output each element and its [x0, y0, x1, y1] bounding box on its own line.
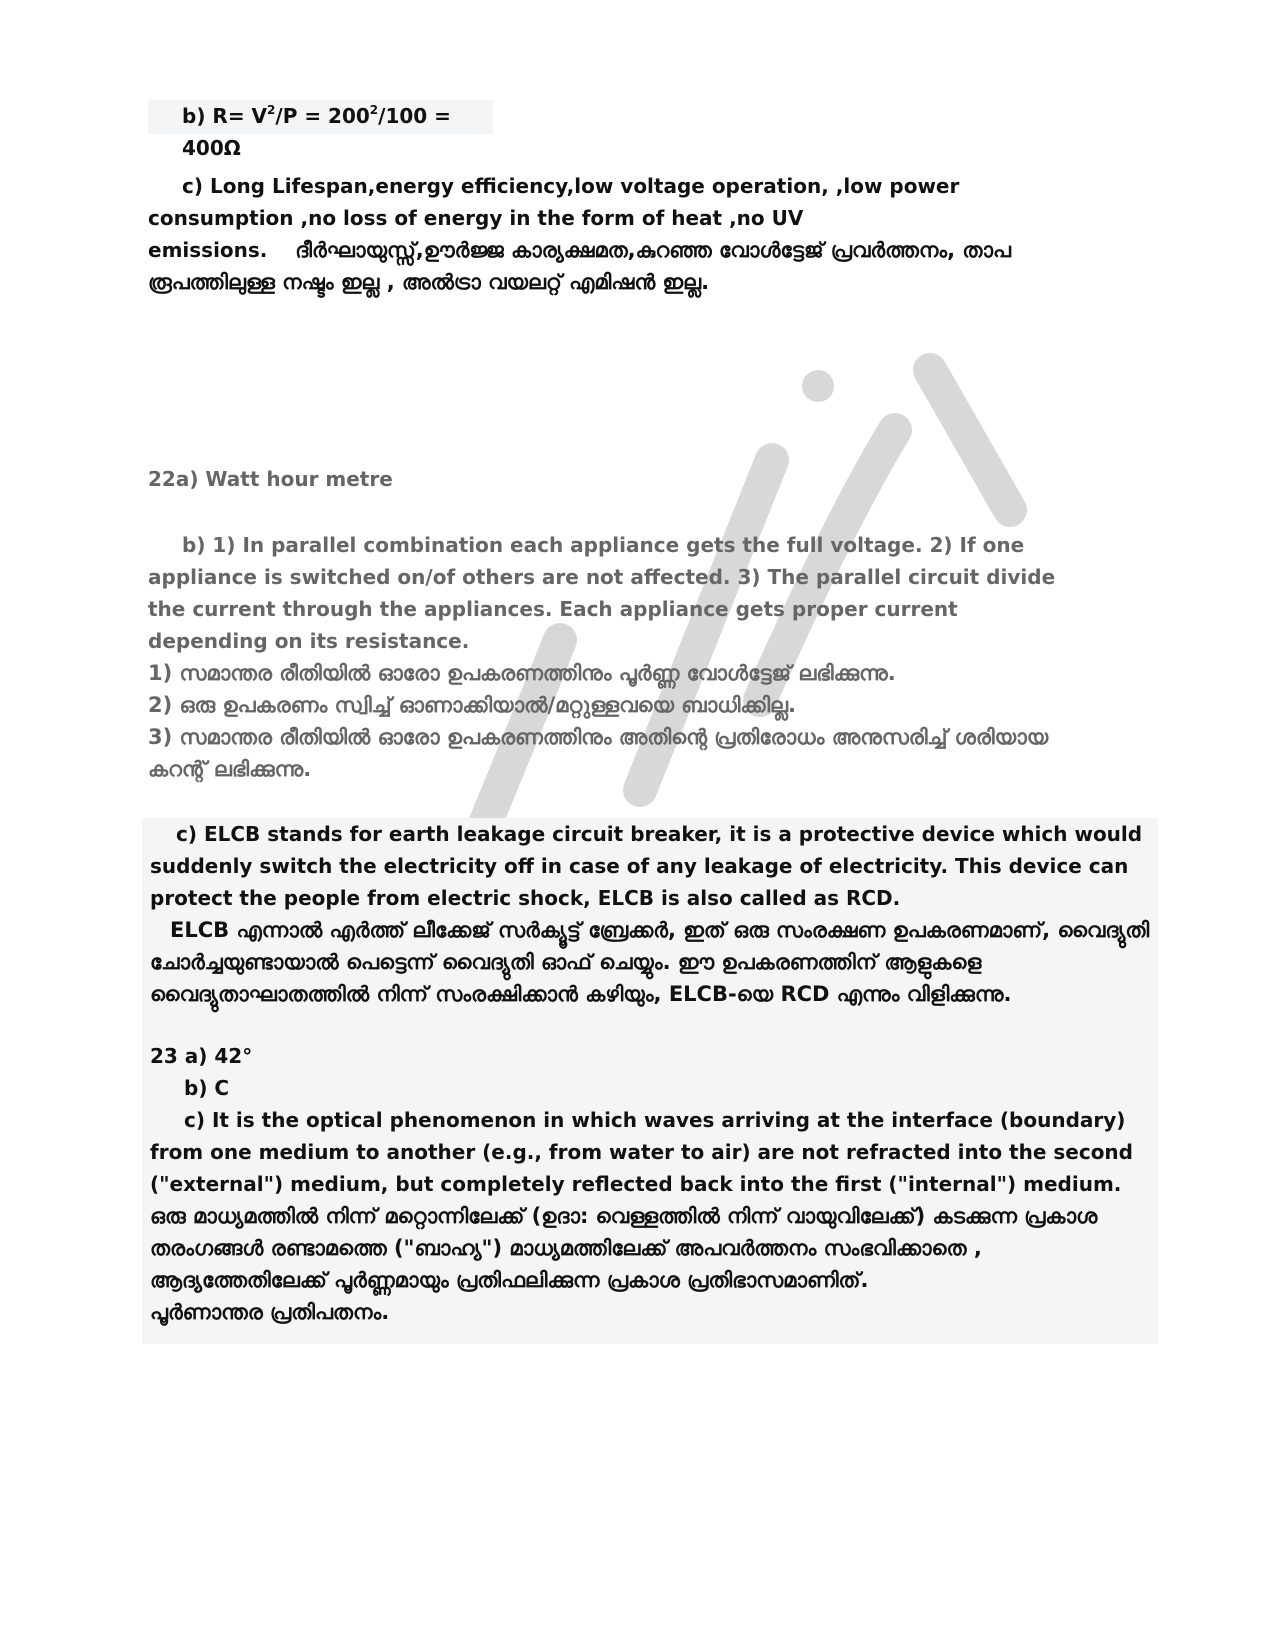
- answer-22c-malayalam: ELCB എന്നാൽ എർത്ത് ലീക്കേജ് സർക്യൂട്ട് ബ്രേക്കർ, ഇത് ഒരു സംരക്ഷണ ഉപകരണമാണ്, വൈദ്യുതി ചോർച്ചയുണ്ടായാൽ പെട്ടെന്ന് വൈദ്യുതി ഓഫ് ചെയ്യും. ഈ ഉപകരണത്തിന് ആളുകളെ വൈദ്യുതാഘാതത്തിൽ നിന്ന് സംരക്ഷിക്കാൻ കഴിയും, ELCB-യെ RCD എന്നും വിളിക്കുന്നു.: [150, 918, 1150, 1006]
- answer-23c-malayalam: ഒരു മാധ്യമത്തിൽ നിന്ന് മറ്റൊന്നിലേക്ക് (ഉദാ: വെള്ളത്തിൽ നിന്ന് വായുവിലേക്ക്) കടക്കുന്ന പ്രകാശ തരംഗങ്ങൾ രണ്ടാമത്തെ ("ബാഹ്യ") മാധ്യമത്തിലേക്ക് അപവർത്തനം സംഭവിക്കാതെ , ആദ്യത്തേതിലേക്ക് പൂർണ്ണമായും പ്രതിഫലിക്കുന്ന പ്രകാശ പ്രതിഭാസമാണിത്.: [150, 1204, 1098, 1292]
- answer-22a: [148, 463, 1188, 495]
- watermark-dot: [802, 370, 834, 402]
- answer-21c-paragraph: [148, 170, 1068, 298]
- formula-superscript: 2: [369, 103, 379, 117]
- answer-21c-malayalam: ദീർഘായുസ്സ്,ഊർജ്ജ കാര്യക്ഷമത,കുറഞ്ഞ വോൾട്ടേജ് പ്രവർത്തനം, താപ രൂപത്തിലുള്ള നഷ്ടം ഇല്ല , അൽട്രാ വയലറ്റ് എമിഷൻ ഇല്ല.: [148, 238, 1012, 294]
- answer-22b: [148, 529, 1078, 657]
- answer-21c-english: c) Long Lifespan,energy efficiency,low voltage operation, ,low power consumption ,no loss of energy in the form of heat ,no UV emissions.: [148, 174, 960, 262]
- answer-23c-english: c) It is the optical phenomenon in which waves arriving at the interface (boundary) from one medium to another (e.g., from water to air) are not refracted into the second ("external") medium, but completely reflected back into the first ("internal") medium.: [150, 1108, 1133, 1196]
- answer-22b-english: b) 1) In parallel combination each appliance gets the full voltage. 2) If one appliance is switched on/of others are not affected. 3) The parallel circuit divide the current through the appliances. Each appliance gets proper current depending on its resistance.: [148, 533, 1056, 653]
- formula-line: [148, 100, 493, 164]
- answer-22b-malayalam: [148, 657, 1058, 785]
- answer-22b-point-3: 3) സമാന്തര രീതിയിൽ ഓരോ ഉപകരണത്തിനും അതിന്റെ പ്രതിരോധം അനുസരിച്ച് ശരിയായ കറന്റ് ലഭിക്കുന്നു.: [148, 725, 1049, 781]
- formula-superscript: 2: [267, 103, 276, 117]
- answer-22a-text: 22a) Watt hour metre: [148, 467, 393, 491]
- formula-part: b) R= V: [182, 104, 268, 128]
- answer-22c-english: c) ELCB stands for earth leakage circuit breaker, it is a protective device which would suddenly switch the electricity off in case of any leakage of electricity. This device can protect the people from electric shock, ELCB is also called as RCD.: [150, 822, 1143, 910]
- answer-23a: 23 a) 42°: [150, 1044, 253, 1068]
- answer-22c-23-section: [142, 818, 1158, 1344]
- answer-22b-point-2: 2) ഒരു ഉപകരണം സ്വിച്ച് ഓണാക്കിയാൽ/മറ്റുള്ളവയെ ബാധിക്കില്ല.: [148, 693, 796, 717]
- answer-21b: [148, 100, 493, 160]
- answer-23b: b) C: [184, 1076, 230, 1100]
- answer-21c: [148, 170, 1068, 298]
- spacer: [150, 1010, 1150, 1040]
- formula-part: /100 = 400Ω: [182, 104, 451, 160]
- answer-23c-term: പൂർണാന്തര പ്രതിപതനം.: [150, 1300, 390, 1324]
- answer-23c-paragraph: [150, 1104, 1150, 1296]
- answer-22b-point-1: 1) സമാന്തര രീതിയിൽ ഓരോ ഉപകരണത്തിനും പൂർണ്ണ വോൾട്ടേജ് ലഭിക്കുന്നു.: [148, 661, 896, 685]
- formula-part: /P = 200: [275, 104, 370, 128]
